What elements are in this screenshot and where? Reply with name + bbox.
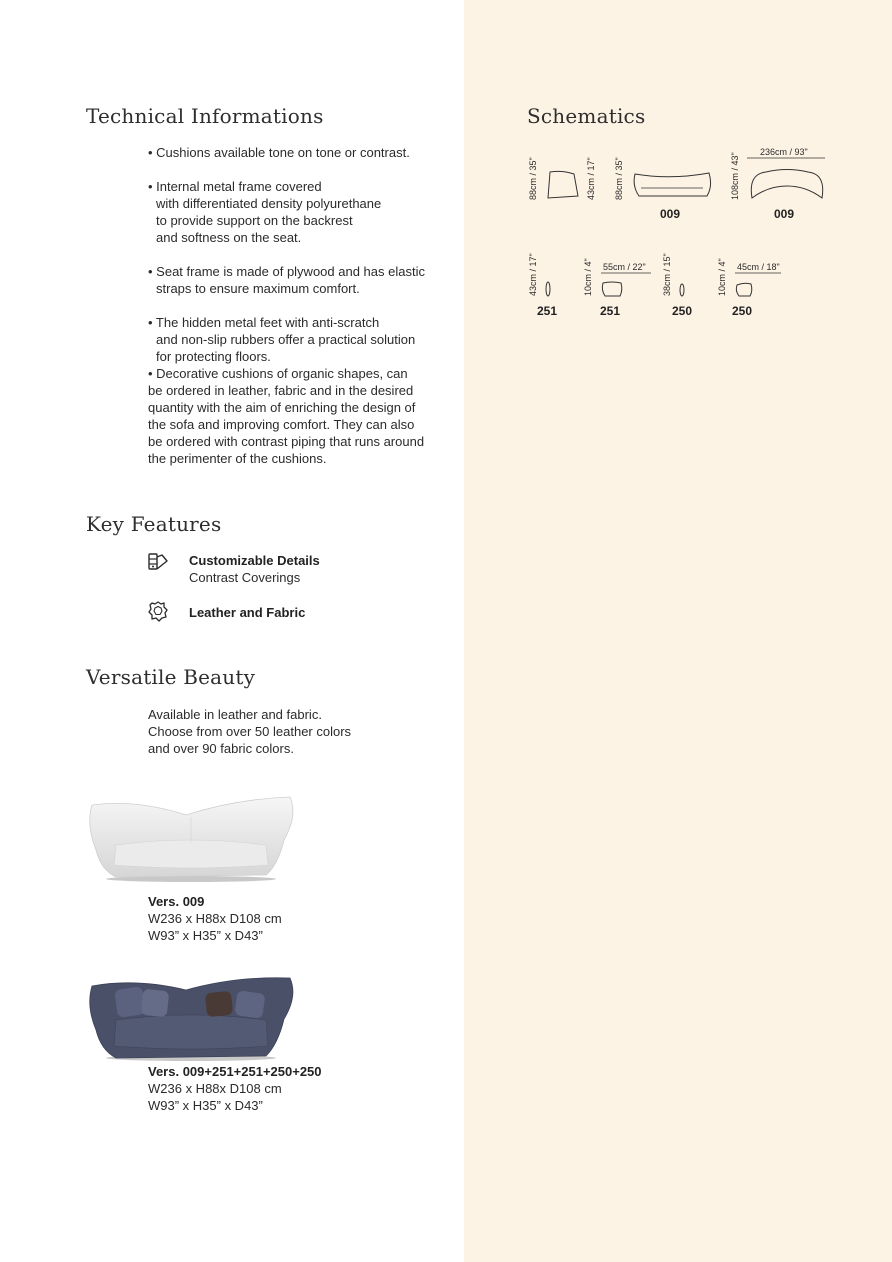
technical-heading: Technical Informations	[86, 104, 324, 128]
cushion-front-schematic	[600, 280, 624, 298]
version-combo-info: Vers. 009+251+251+250+250 W236 x H88x D108 cm W93” x H35” x D43”	[148, 1064, 322, 1113]
dim-label: 108cm / 43"	[730, 152, 740, 200]
feature-customizable	[147, 552, 320, 586]
dim-label: 10cm / 4"	[717, 258, 727, 296]
feature-title: Customizable Details	[189, 553, 320, 568]
dimension-line	[746, 156, 826, 160]
top-view-schematic	[746, 164, 828, 204]
dim-label: 88cm / 35"	[614, 157, 624, 200]
dim-label: 43cm / 17"	[528, 253, 538, 296]
dim-label: 43cm / 17"	[586, 157, 596, 200]
dim-label: 45cm / 18"	[737, 262, 780, 272]
tech-item-4: • The hidden metal feet with anti-scratch and non-slip rubbers offer a practical solution for protecting floors.	[148, 315, 416, 364]
dimension-line	[734, 271, 782, 275]
dimension-line	[600, 271, 652, 275]
tech-item-5: • Decorative cushions of organic shapes, can be ordered in leather, fabric and in the desired quantity with the aim of enriching the design of the sofa and improving comfort. They can also be ordered with contrast piping that runs around the perimenter of the cushions.	[148, 366, 425, 466]
swatch-brush-icon	[147, 552, 169, 574]
version-009-info: Vers. 009 W236 x H88x D108 cm W93” x H35” x D43”	[148, 894, 282, 943]
schematic-code: 009	[660, 207, 681, 221]
sofa-image-white	[86, 795, 296, 883]
cushion-side-schematic	[678, 282, 686, 298]
cushion-side-schematic	[544, 280, 552, 298]
schematic-code: 251	[537, 304, 558, 318]
side-view-schematic	[544, 168, 580, 202]
tech-item-3: • Seat frame is made of plywood and has elastic straps to ensure maximum comfort.	[148, 264, 425, 296]
schematic-code: 251	[600, 304, 621, 318]
schematic-code: 009	[774, 207, 795, 221]
feature-title: Leather and Fabric	[189, 605, 306, 620]
key-features-heading: Key Features	[86, 512, 222, 536]
dim-label: 38cm / 15"	[662, 253, 672, 296]
dim-label: 236cm / 93"	[760, 147, 808, 157]
feature-leather-fabric	[147, 600, 305, 622]
front-view-schematic	[631, 170, 713, 200]
dim-label: 10cm / 4"	[583, 258, 593, 296]
feature-subtitle: Contrast Coverings	[189, 570, 301, 585]
schematic-code: 250	[672, 304, 693, 318]
dim-label: 55cm / 22"	[603, 262, 646, 272]
tech-item-1: • Cushions available tone on tone or contrast.	[148, 145, 410, 160]
leather-hide-icon	[147, 600, 169, 622]
schematic-code: 250	[732, 304, 753, 318]
tech-item-2: • Internal metal frame covered with differentiated density polyurethane to provide support on the backrest and softness on the seat.	[148, 179, 382, 245]
technical-list	[148, 144, 458, 467]
versatile-text: Available in leather and fabric. Choose from over 50 leather colors and over 90 fabric colors.	[148, 707, 352, 756]
versatile-heading: Versatile Beauty	[86, 665, 256, 689]
sofa-image-blue	[86, 974, 296, 1062]
schematics-heading: Schematics	[527, 104, 646, 128]
cushion-front-schematic	[734, 281, 754, 298]
dim-label: 88cm / 35"	[528, 157, 538, 200]
